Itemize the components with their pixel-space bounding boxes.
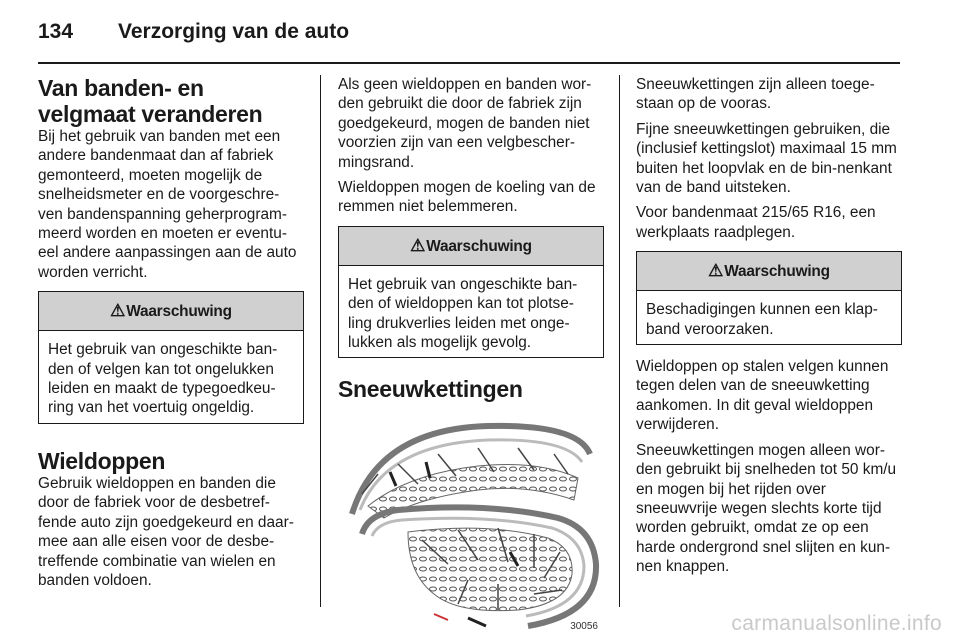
page-title: Verzorging van de auto	[118, 20, 350, 43]
warning-label: Waarschuwing	[426, 237, 532, 255]
paragraph: Voor bandenmaat 215/65 R16, een werkplaats raadplegen.	[636, 204, 876, 241]
warning-header	[39, 292, 303, 331]
paragraph: Fijne sneeuwkettingen gebruiken, die (inclusief kettingslot) maximaal 15 mm buiten het loopvlak en de bin-nenkant van de band uitsteken.	[636, 120, 897, 197]
warning-body	[39, 331, 303, 423]
column-1	[38, 75, 304, 596]
paragraph: Sneeuwkettingen zijn alleen toege-staan op de vooras.	[636, 76, 875, 113]
warning-text: Het gebruik van ongeschikte ban-den of wieldoppen kan tot plotse-ling drukverlies leiden met onge-lukken als mogelijk gevolg.	[348, 275, 578, 352]
paragraph: Bij het gebruik van banden met een andere bandenmaat dan af fabriek gemonteerd, moeten mogelijk de snelheidsmeter en de voorgeschre-ven bandenspanning geherprogram-meerd worden en moeten er eventu-eel andere aanpassingen aan de auto worden verricht.	[38, 128, 297, 281]
warning-body	[637, 291, 901, 344]
column-3	[636, 75, 902, 583]
page-number: 134	[38, 20, 74, 43]
snow-chains-illustration	[338, 414, 604, 636]
header-rule	[38, 62, 900, 64]
paragraph: Wieldoppen op stalen velgen kunnen tegen delen van de sneeuwketting aankomen. In dit geval wieldoppen verwijderen.	[636, 358, 889, 434]
snow-chain-top	[352, 426, 590, 518]
illustration-code: 30056	[570, 621, 598, 633]
warning-label: Waarschuwing	[126, 303, 232, 321]
paragraph: Als geen wieldoppen en banden wor-den gebruikt die door de fabriek zijn goedgekeurd, mogen de banden niet voorzien zijn van een velgbescher-mingsrand.	[338, 76, 592, 171]
column-2	[338, 75, 604, 636]
warning-triangle-icon: ⚠	[708, 261, 724, 281]
warning-text: Het gebruik van ongeschikte ban-den of velgen kan tot ongelukken leiden en maakt de typegoedkeu-ring van het voertuig ongeldig.	[48, 341, 278, 417]
snow-chain-bottom	[362, 508, 596, 627]
watermark: carmanualsonline.info	[731, 612, 942, 635]
warning-header	[637, 252, 901, 291]
section-heading: Sneeuwkettingen	[338, 376, 523, 403]
warning-text: Beschadigingen kunnen een klap-band veroorzaken.	[646, 301, 878, 338]
column-divider	[619, 75, 620, 607]
warning-box	[38, 291, 304, 424]
snow-chains-drawing	[338, 414, 604, 636]
paragraph: Gebruik wieldoppen en banden die door de fabriek voor de desbetref-fende auto zijn goedgekeurd en daar-mee aan alle eisen voor de desbe-treffende combinatie van wielen en banden voldoen.	[38, 474, 294, 589]
paragraph: Wieldoppen mogen de koeling van de remmen niet belemmeren.	[338, 179, 596, 216]
warning-triangle-icon: ⚠	[110, 301, 126, 321]
column-divider	[320, 75, 321, 607]
warning-box	[338, 226, 604, 359]
section-heading: Wieldoppen	[38, 447, 166, 474]
warning-body	[339, 266, 603, 358]
warning-triangle-icon: ⚠	[410, 235, 426, 255]
warning-box	[636, 251, 902, 345]
warning-label: Waarschuwing	[724, 263, 830, 281]
section-heading: Van banden- en velgmaat veranderen	[38, 75, 263, 127]
warning-header	[339, 227, 603, 266]
paragraph: Sneeuwkettingen mogen alleen wor-den gebruikt bij snelheden tot 50 km/u en mogen bij het rijden over sneeuwvrije wegen slechts korte tijd worden gebruikt, omdat ze op een harde ondergrond snel slijten en kun-nen knappen.	[636, 441, 897, 576]
